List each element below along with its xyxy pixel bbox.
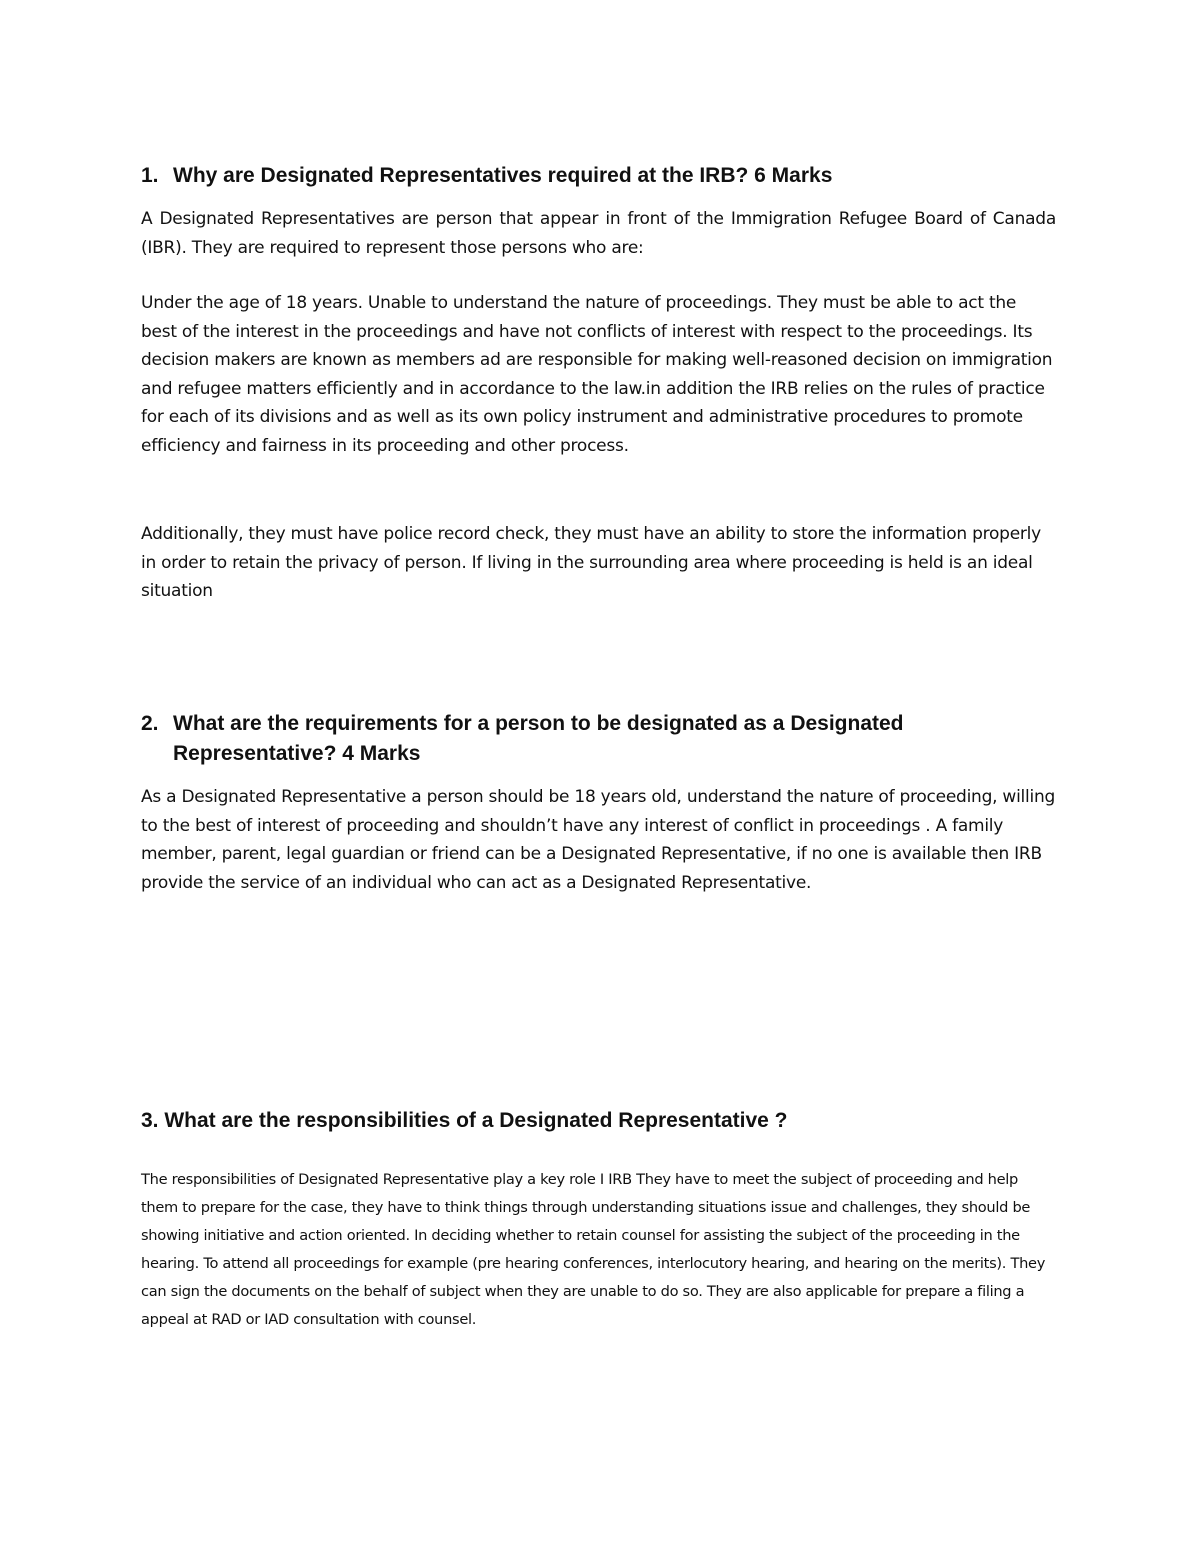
q2-answer: As a Designated Representative a person should be 18 years old, understand the nature of proceeding, willing to the best of interest of proceeding and shouldn’t have any interest of conflict in proceedings . A family member, parent, legal guardian or friend can be a Designated Representative, if no one is available then IRB provide the service of an individual who can act as a Designated Representative. (141, 787, 1056, 893)
q1-additional: Additionally, they must have police record check, they must have an ability to store the information properly in order to retain the privacy of person. If living in the surrounding area where proceeding is held is an ideal situation (141, 524, 1041, 601)
q2-heading (141, 709, 904, 769)
q1-body: Under the age of 18 years. Unable to understand the nature of proceedings. They must be able to act the best of the interest in the proceedings and have not conflicts of interest with respect to the proceedings. Its decision makers are known as members ad are responsible for making well-reasoned decision on immigration and refugee matters efficiently and in accordance to the law.in addition the IRB relies on the rules of practice for each of its divisions and as well as its own policy instrument and administrative procedures to promote efficiency and fairness in its proceeding and other process. (141, 293, 1053, 456)
q1-title: Why are Designated Representatives required at the IRB? 6 Marks (173, 164, 833, 187)
q1-intro: A Designated Representatives are person that appear in front of the Immigration Refugee Board of Canada (IBR). They are required to represent those persons who are: (141, 209, 1056, 258)
q3-answer: The responsibilities of Designated Representative play a key role I IRB They have to meet the subject of proceeding and help them to prepare for the case, they have to think things through understanding situations issue and challenges, they should be showing initiative and action oriented. In deciding whether to retain counsel for assisting the subject of the proceeding in the hearing. To attend all proceedings for example (pre hearing conferences, interlocutory hearing, and hearing on the merits). They can sign the documents on the behalf of subject when they are unable to do so. They are also applicable for prepare a filing a appeal at RAD or IAD consultation with counsel. (141, 1171, 1046, 1328)
q1-heading (141, 161, 832, 191)
q2-title-line2: Representative? 4 Marks (173, 742, 421, 765)
q3-heading: 3. What are the responsibilities of a Designated Representative ? (141, 1109, 788, 1132)
q1-number: 1. (141, 164, 159, 187)
q2-number: 2. (141, 712, 159, 735)
q2-title-line1: What are the requirements for a person to be designated as a Designated (173, 712, 904, 735)
